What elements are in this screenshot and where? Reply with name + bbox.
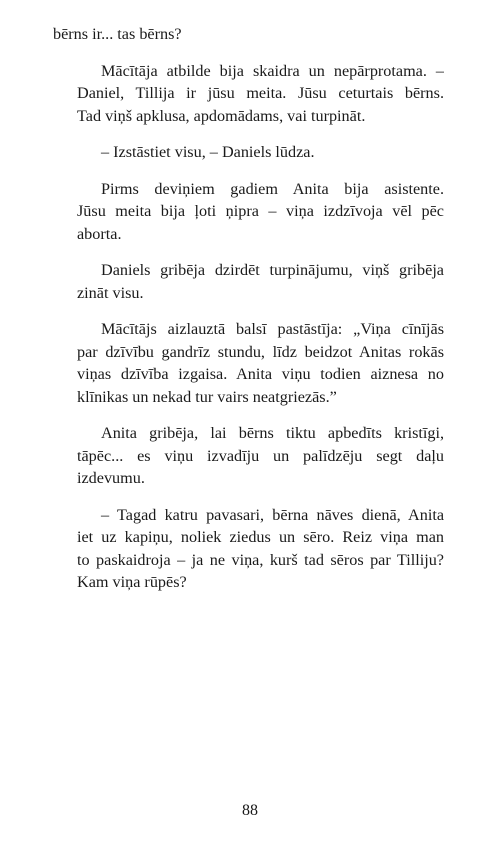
text-line: klīnikas un nekad tur vairs neatgriezās.” bbox=[77, 387, 337, 406]
paragraph bbox=[53, 178, 444, 246]
page-number: 88 bbox=[242, 802, 258, 819]
text-line: Daniel, Tillija ir jūsu meita. Jūsu ceturtais bērns. bbox=[77, 84, 444, 102]
text-line: izdevumu. bbox=[77, 469, 145, 487]
text-line: par dzīvību gandrīz stundu, līdz beidzot Anitas rokās bbox=[77, 342, 444, 361]
text-line: zināt visu. bbox=[77, 283, 144, 302]
paragraph bbox=[53, 504, 444, 594]
text-line: viņas dzīvība izgaisa. Anita viņu todien aiznesa no bbox=[77, 365, 444, 383]
paragraph bbox=[53, 60, 444, 128]
text-line: iet uz kapiņu, noliek ziedus un sēro. Reiz viņa man bbox=[77, 528, 444, 546]
text-line: Mācītājs aizlauztā balsī pastāstīja: „Viņa cīnījās bbox=[101, 320, 444, 338]
text-line: Jūsu meita bija ļoti ņipra – viņa izdzīvoja vēl pēc bbox=[77, 202, 444, 220]
text-line: to paskaidroja – ja ne viņa, kurš tad sēros par Tilliju? bbox=[77, 550, 444, 569]
paragraph bbox=[53, 141, 444, 164]
paragraph bbox=[53, 259, 444, 304]
body-text bbox=[53, 23, 444, 608]
text-line: Mācītāja atbilde bija skaidra un nepārprotama. – bbox=[101, 61, 444, 80]
text-line: Tad viņš apklusa, apdomādams, vai turpināt. bbox=[77, 106, 366, 125]
text-line: – Izstāstiet visu, – Daniels lūdza. bbox=[101, 143, 315, 161]
text-line: Kam viņa rūpēs? bbox=[77, 573, 187, 591]
text-line: aborta. bbox=[77, 224, 122, 243]
text-line: – Tagad katru pavasari, bērna nāves dienā, Anita bbox=[101, 505, 444, 524]
text-line: bērns ir... tas bērns? bbox=[53, 25, 182, 43]
text-line: Anita gribēja, lai bērns tiktu apbedīts kristīgi, bbox=[101, 424, 444, 442]
paragraph bbox=[53, 422, 444, 490]
text-line: tāpēc... es viņu izvadīju un palīdzēju segt daļu bbox=[77, 446, 444, 465]
text-line: Pirms deviņiem gadiem Anita bija asistente. bbox=[101, 179, 444, 198]
text-line: Daniels gribēja dzirdēt turpinājumu, viņš gribēja bbox=[101, 261, 444, 279]
paragraph bbox=[53, 318, 444, 408]
paragraph bbox=[53, 23, 444, 46]
